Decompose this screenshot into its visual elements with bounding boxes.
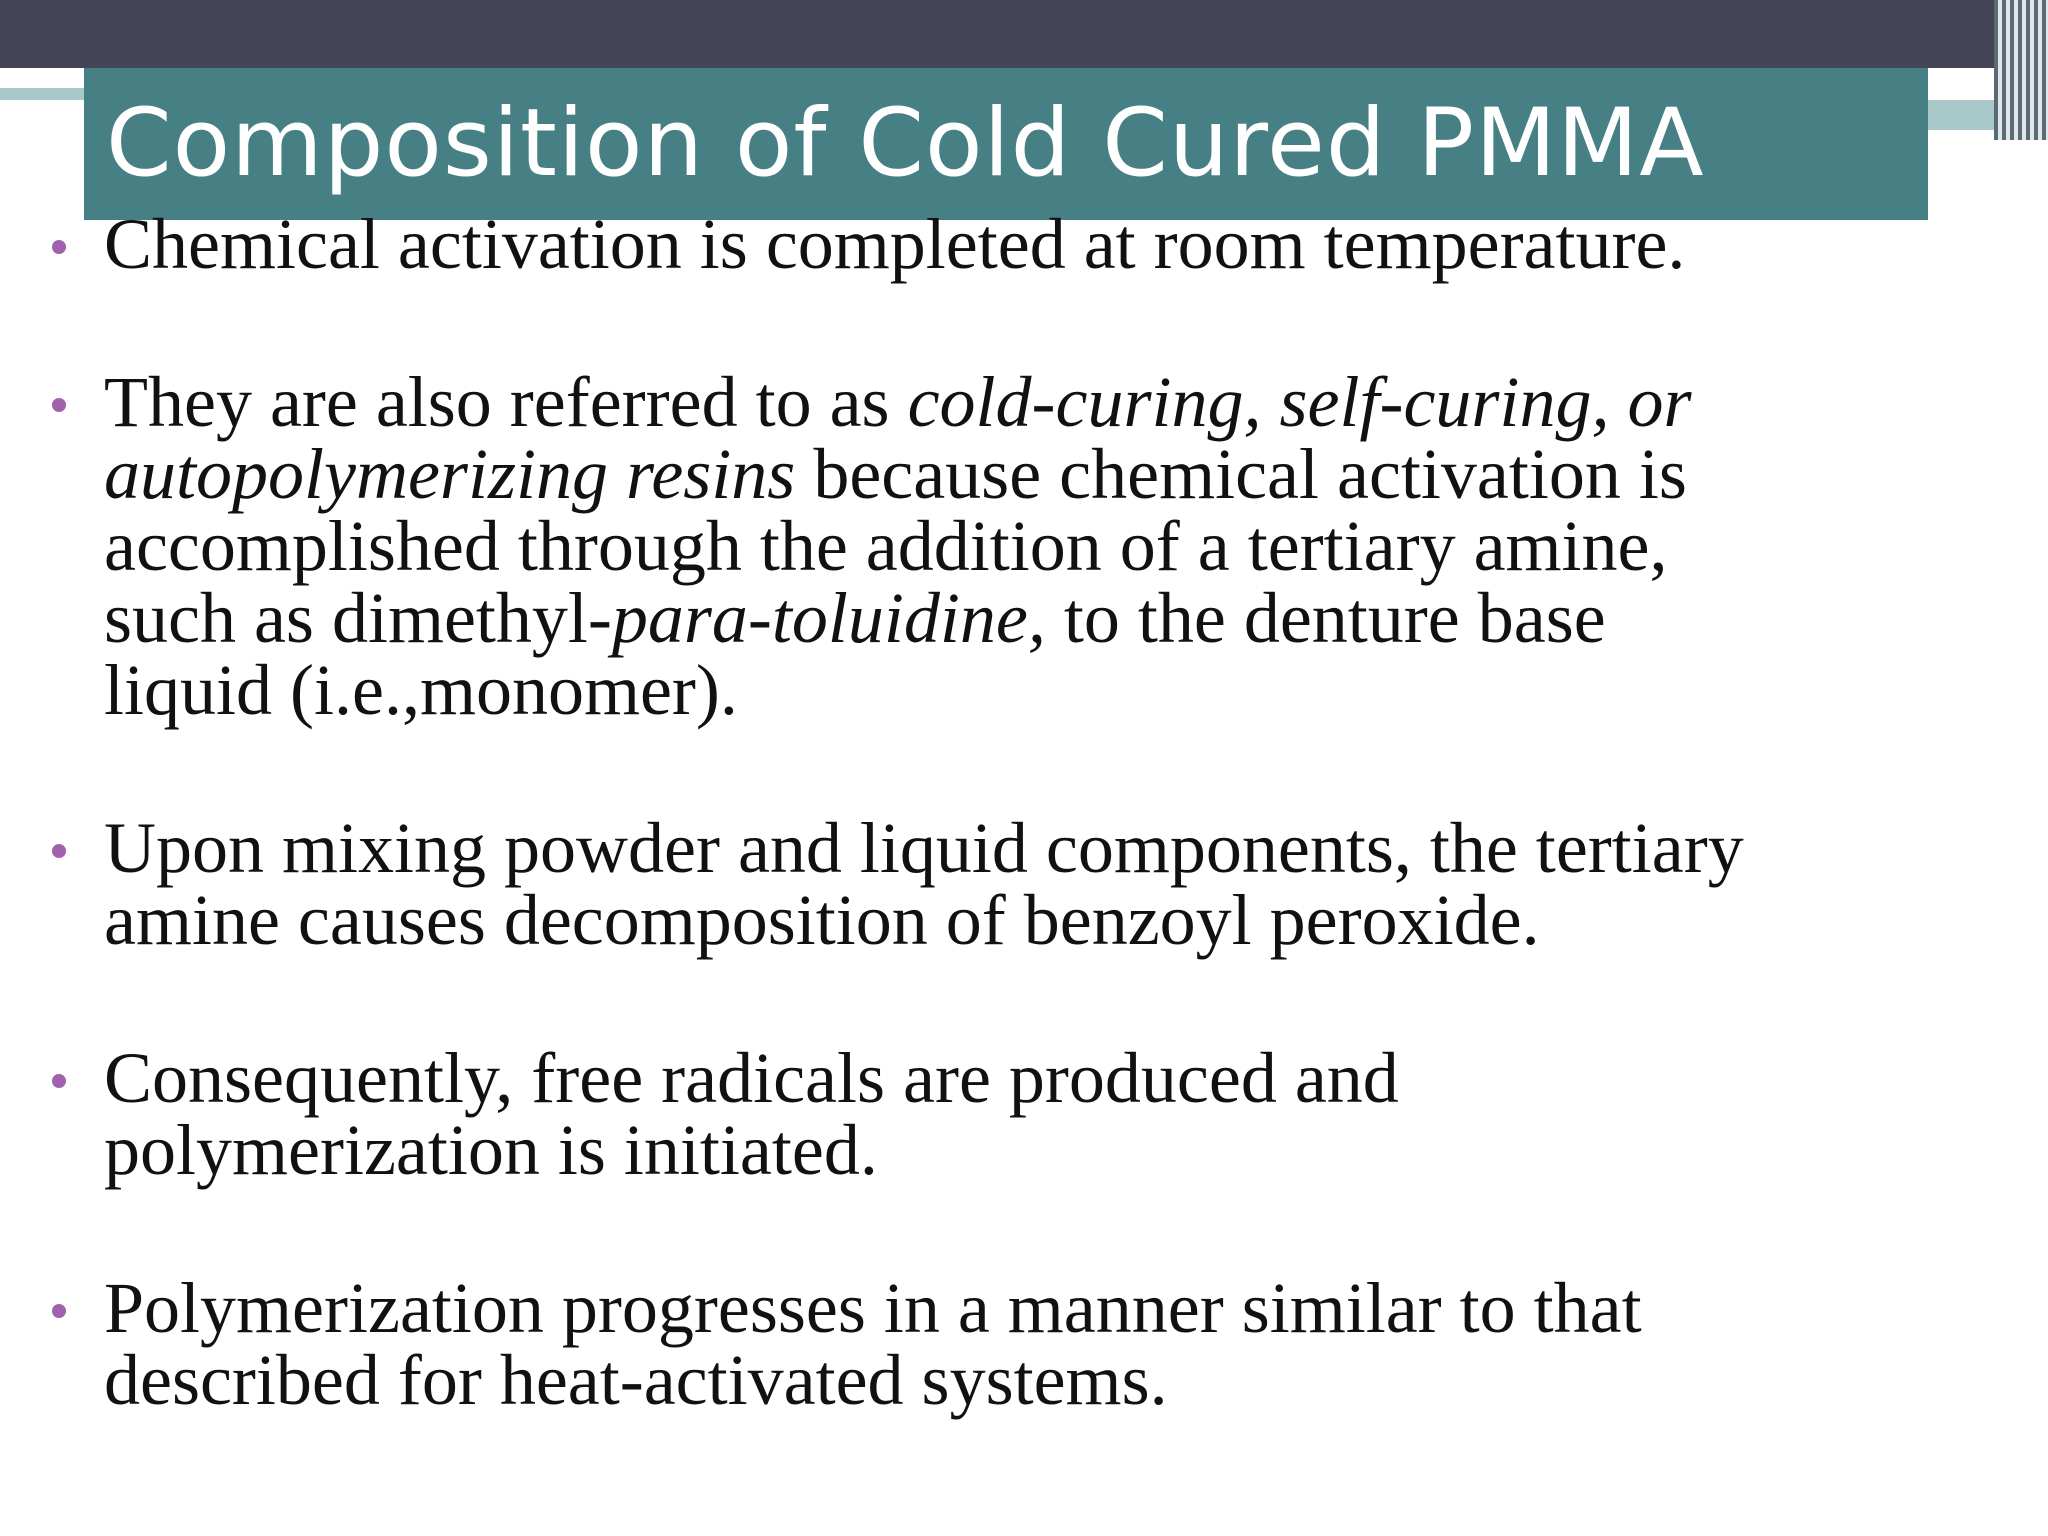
bullet-item-mixing — [44, 808, 2004, 960]
bullet-text-italic: cold-curing, self-curing, or — [907, 362, 1692, 442]
bullet-line — [104, 578, 2004, 658]
bullet-dot-icon — [52, 1074, 66, 1088]
bullet-text-italic: autopolymerizing resins — [104, 434, 796, 514]
bullet-dot-icon — [52, 844, 66, 858]
right-edge-decoration — [1994, 0, 2048, 140]
bullet-item-activation — [44, 204, 2004, 284]
bullet-text: accomplished through the addition of a tertiary amine, — [104, 506, 1668, 586]
bullet-text: polymerization is initiated. — [104, 1110, 878, 1190]
bullet-text: because chemical activation is — [795, 434, 1687, 514]
bullet-text: Polymerization progresses in a manner similar to that — [104, 1268, 1642, 1348]
bullet-item-free-radicals — [44, 1038, 2004, 1190]
bullet-text: amine causes decomposition of benzoyl peroxide. — [104, 880, 1540, 960]
top-band — [0, 0, 2048, 68]
slide-title: Composition of Cold Cured PMMA — [106, 89, 1705, 198]
bullet-list — [44, 204, 2004, 1420]
bullet-text: Upon mixing powder and liquid components, the tertiary — [104, 808, 1744, 888]
bullet-text: Chemical activation is completed at room temperature. — [104, 204, 1686, 284]
left-accent-strip — [0, 88, 84, 100]
bullet-text: Consequently, free radicals are produced and — [104, 1038, 1399, 1118]
bullet-line — [104, 362, 2004, 442]
bullet-text: liquid (i.e.,monomer). — [104, 650, 738, 730]
title-bar — [84, 68, 1928, 220]
bullet-dot-icon — [52, 240, 66, 254]
bullet-text-italic: para-toluidine, — [611, 578, 1046, 658]
bullet-dot-icon — [52, 398, 66, 412]
bullet-dot-icon — [52, 1304, 66, 1318]
bullet-item-referred-as — [44, 362, 2004, 730]
bullet-text: to the denture base — [1045, 578, 1606, 658]
bullet-text: They are also referred to as — [104, 362, 908, 442]
bullet-item-progression — [44, 1268, 2004, 1420]
bullet-text: such as dimethyl- — [104, 578, 612, 658]
bullet-line — [104, 434, 2004, 514]
bullet-text: described for heat-activated systems. — [104, 1340, 1168, 1420]
